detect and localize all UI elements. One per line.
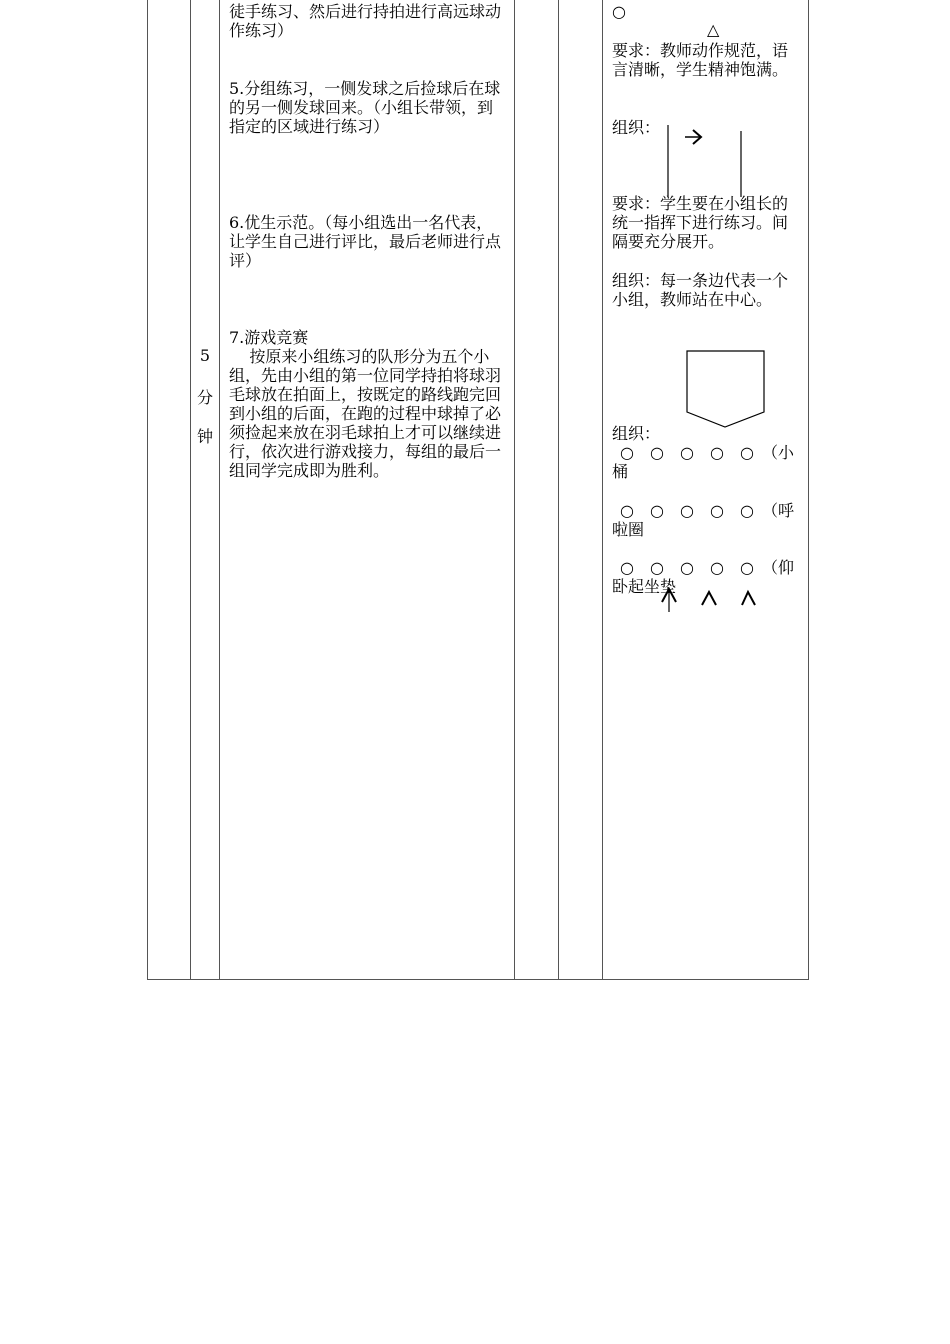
circle-mark: ○	[620, 501, 634, 520]
right-arrow-icon	[685, 130, 701, 144]
circle-mark: ○	[650, 443, 664, 462]
time-unit-1: 分	[196, 388, 213, 407]
organization-1-label: 组织：	[612, 118, 661, 137]
circle-mark: ○	[740, 501, 754, 520]
circle-mark: ○	[680, 501, 694, 520]
organization-3-label: 组织：	[612, 424, 661, 443]
row-2-continuation: 啦圈	[612, 520, 645, 539]
content-item-7-body: 按原来小组练习的队形分为五个小组，先由小组的第一位同学持拍将球羽毛球放在拍面上，按既定的路线跑完回到小组的后面，在跑的过程中球掉了必须捡起来放在羽毛球拍上才可以继续进行，依次进行游戏接力，每组的最后一组同学完成即为胜利。	[229, 347, 502, 480]
up-arrow-icon	[702, 592, 716, 605]
pentagon-formation	[687, 351, 764, 427]
student-mark: ○	[612, 2, 626, 21]
time-unit-2: 钟	[196, 427, 213, 446]
up-arrow-icon	[742, 592, 755, 605]
row-3-continuation: 卧起坐垫	[612, 577, 677, 596]
circle-mark: ○	[740, 558, 754, 577]
row-1-suffix: （小	[762, 443, 795, 462]
content-practice-continued: 徒手练习、然后进行持拍进行高远球动作练习）	[229, 2, 502, 40]
content-item-7-title: 7.游戏竞赛	[229, 328, 309, 347]
row-2-suffix: （呼	[762, 501, 795, 520]
content-item-6: 6.优生示范。（每小组选出一名代表，让学生自己进行评比，最后老师进行点评）	[229, 213, 502, 270]
circle-mark: ○	[710, 501, 724, 520]
row-3-suffix: （仰	[762, 558, 795, 577]
time-number: 5	[199, 346, 211, 365]
circle-mark: ○	[710, 443, 724, 462]
circle-mark: ○	[680, 558, 694, 577]
circle-mark: ○	[620, 558, 634, 577]
row-1-continuation: 桶	[612, 462, 629, 481]
circle-mark: ○	[710, 558, 724, 577]
circle-mark: ○	[620, 443, 634, 462]
circle-mark: ○	[650, 558, 664, 577]
content-item-5: 5.分组练习，一侧发球之后捡球后在球的另一侧发球回来。（小组长带领，到指定的区域进行练习）	[229, 79, 501, 136]
teacher-mark: △	[707, 20, 720, 39]
up-arrow-icon	[662, 589, 676, 612]
circle-mark: ○	[650, 501, 664, 520]
circle-mark: ○	[680, 443, 694, 462]
requirement-1: 要求：教师动作规范，语言清晰，学生精神饱满。	[612, 41, 789, 79]
organization-2: 组织：每一条边代表一个小组，教师站在中心。	[612, 271, 789, 309]
circle-mark: ○	[740, 443, 754, 462]
requirement-2: 要求：学生要在小组长的统一指挥下进行练习。间隔要充分展开。	[612, 194, 789, 251]
